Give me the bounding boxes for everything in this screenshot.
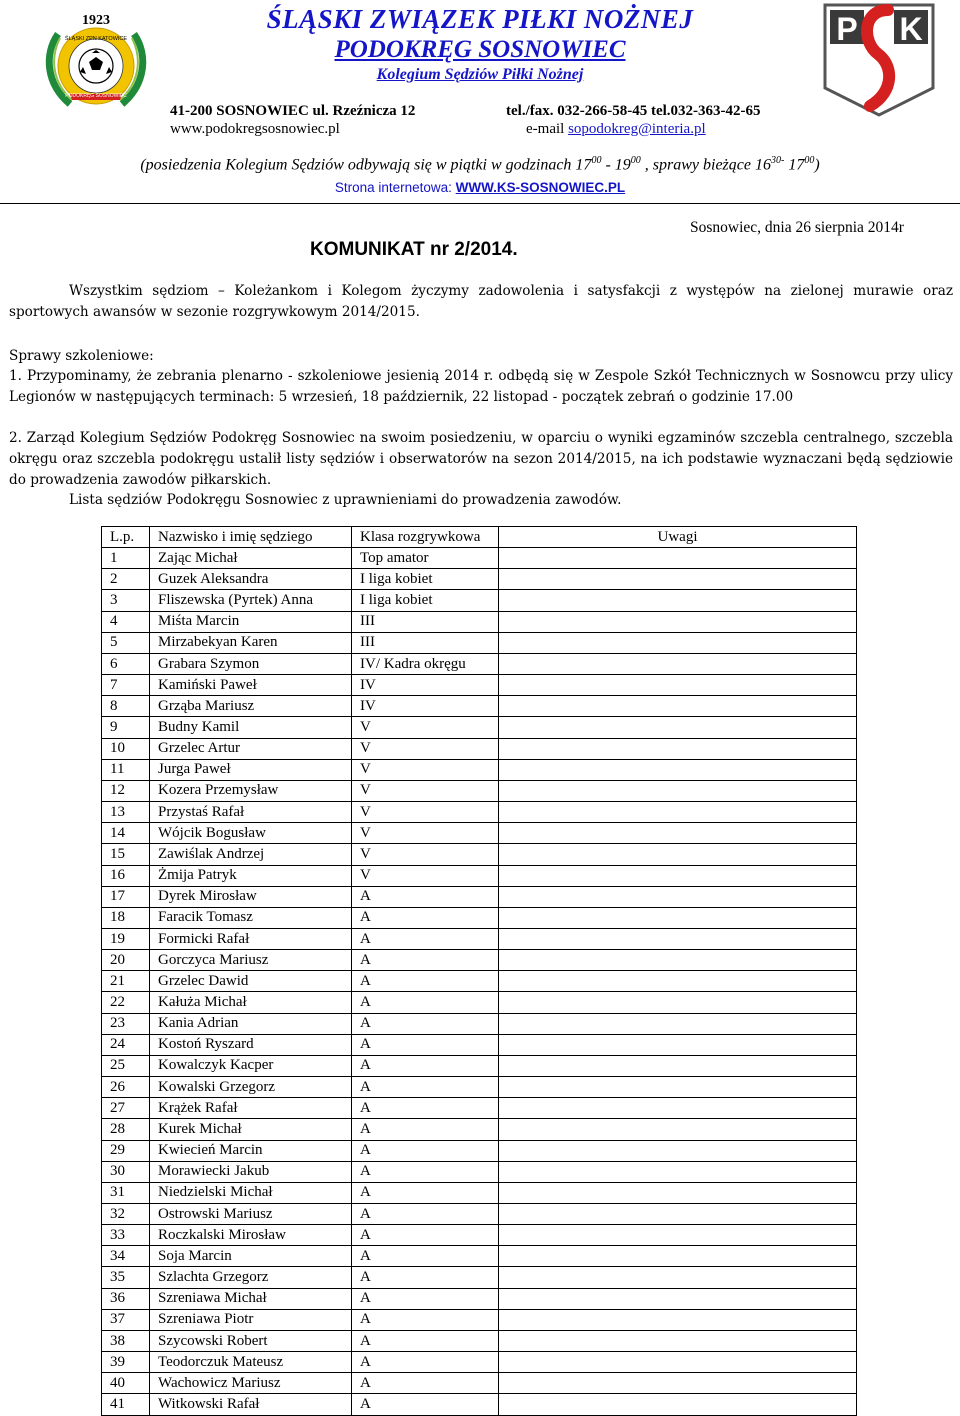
cell-name: Kozera Przemysław <box>150 780 352 801</box>
cell-lp: 1 <box>102 548 150 569</box>
cell-class: I liga kobiet <box>352 569 499 590</box>
logo-ring-top: ŚLĄSKI ZPN KATOWICE <box>64 36 128 42</box>
cell-name: Przystaś Rafał <box>150 802 352 823</box>
cell-lp: 8 <box>102 696 150 717</box>
cell-lp: 38 <box>102 1330 150 1351</box>
cell-lp: 35 <box>102 1267 150 1288</box>
table-row <box>102 780 857 801</box>
table-row <box>102 1140 857 1161</box>
table-header-row <box>102 527 857 548</box>
table-row <box>102 1055 857 1076</box>
cell-class: A <box>352 1373 499 1394</box>
cell-name: Miśta Marcin <box>150 611 352 632</box>
logo-letter-k: K <box>899 11 923 47</box>
cell-name: Budny Kamil <box>150 717 352 738</box>
table-row <box>102 738 857 759</box>
cell-notes <box>499 928 857 949</box>
cell-class: IV <box>352 696 499 717</box>
cell-class: IV <box>352 675 499 696</box>
cell-lp: 34 <box>102 1246 150 1267</box>
table-row <box>102 992 857 1013</box>
cell-name: Szycowski Robert <box>150 1330 352 1351</box>
cell-name: Zawiślak Andrzej <box>150 844 352 865</box>
cell-notes <box>499 802 857 823</box>
header-notes: Uwagi <box>499 527 857 548</box>
referee-table <box>101 526 857 1416</box>
football-icon <box>79 49 113 83</box>
cell-class: A <box>352 886 499 907</box>
cell-lp: 32 <box>102 1204 150 1225</box>
table-row <box>102 1119 857 1140</box>
cell-notes <box>499 1225 857 1246</box>
cell-class: I liga kobiet <box>352 590 499 611</box>
table-row <box>102 653 857 674</box>
table-row <box>102 1034 857 1055</box>
cell-name: Kowalski Grzegorz <box>150 1077 352 1098</box>
cell-notes <box>499 738 857 759</box>
cell-notes <box>499 1330 857 1351</box>
table-row <box>102 632 857 653</box>
phone-numbers: tel./fax. 032-266-58-45 tel.032-363-42-65 <box>506 103 761 119</box>
document-title: KOMUNIKAT nr 2/2014. <box>310 239 518 260</box>
cell-lp: 20 <box>102 950 150 971</box>
table-row <box>102 1373 857 1394</box>
cell-class: V <box>352 865 499 886</box>
point-2-paragraph: 2. Zarząd Kolegium Sędziów Podokręg Sosnowiec na swoim posiedzeniu, w oparciu o wyniki egzaminów szczebla centralnego, szczebla okręgu oraz szczebla podokręgu ustalił listy sędziów i obserwatorów na sezon 2014/2015, na ich podstawie wyznaczani będą sędziowie do prowadzenia zawodów piłkarskich. <box>9 430 953 488</box>
cell-lp: 2 <box>102 569 150 590</box>
cell-notes <box>499 844 857 865</box>
cell-notes <box>499 548 857 569</box>
cell-name: Roczkalski Mirosław <box>150 1225 352 1246</box>
cell-notes <box>499 1034 857 1055</box>
header-divider <box>0 203 960 204</box>
cell-name: Wachowicz Mariusz <box>150 1373 352 1394</box>
document-date: Sosnowiec, dnia 26 sierpnia 2014r <box>690 219 904 236</box>
cell-class: A <box>352 1140 499 1161</box>
cell-notes <box>499 590 857 611</box>
cell-notes <box>499 1352 857 1373</box>
cell-notes <box>499 1055 857 1076</box>
cell-name: Wójcik Bogusław <box>150 823 352 844</box>
cell-lp: 26 <box>102 1077 150 1098</box>
psk-logo <box>822 2 936 118</box>
table-row <box>102 886 857 907</box>
table-row <box>102 950 857 971</box>
cell-lp: 23 <box>102 1013 150 1034</box>
cell-name: Jurga Paweł <box>150 759 352 780</box>
cell-notes <box>499 717 857 738</box>
header-class: Klasa rozgrywkowa <box>352 527 499 548</box>
cell-name: Kowalczyk Kacper <box>150 1055 352 1076</box>
table-row <box>102 1161 857 1182</box>
cell-notes <box>499 1182 857 1203</box>
table-row <box>102 1267 857 1288</box>
cell-class: V <box>352 802 499 823</box>
cell-lp: 16 <box>102 865 150 886</box>
cell-lp: 31 <box>102 1182 150 1203</box>
cell-lp: 29 <box>102 1140 150 1161</box>
cell-name: Grząba Mariusz <box>150 696 352 717</box>
cell-class: A <box>352 1182 499 1203</box>
cell-class: A <box>352 971 499 992</box>
cell-notes <box>499 1267 857 1288</box>
organization-subdistrict: PODOKRĘG SOSNOWIEC <box>334 36 626 63</box>
organization-college: Kolegium Sędziów Piłki Nożnej <box>376 66 584 83</box>
table-row <box>102 1394 857 1415</box>
logo-ring-bottom: PODOKRĘG SOSNOWIEC <box>65 93 127 99</box>
cell-name: Gorczyca Mariusz <box>150 950 352 971</box>
cell-class: V <box>352 759 499 780</box>
cell-name: Grzelec Artur <box>150 738 352 759</box>
greeting-paragraph: Wszystkim sędziom – Koleżankom i Kolegom życzymy zadowolenia i satysfakcji z występów na zielonej murawie oraz sportowych awansów w sezonie rozgrywkowym 2014/2015. <box>9 283 953 320</box>
cell-name: Grzelec Dawid <box>150 971 352 992</box>
cell-class: V <box>352 738 499 759</box>
cell-name: Szlachta Grzegorz <box>150 1267 352 1288</box>
website-url-link[interactable]: WWW.KS-SOSNOWIEC.PL <box>455 180 626 195</box>
cell-name: Ostrowski Mariusz <box>150 1204 352 1225</box>
cell-lp: 9 <box>102 717 150 738</box>
cell-lp: 25 <box>102 1055 150 1076</box>
cell-class: A <box>352 1013 499 1034</box>
cell-class: A <box>352 1246 499 1267</box>
cell-lp: 36 <box>102 1288 150 1309</box>
cell-lp: 7 <box>102 675 150 696</box>
table-row <box>102 590 857 611</box>
cell-lp: 13 <box>102 802 150 823</box>
cell-class: A <box>352 1098 499 1119</box>
table-row <box>102 1330 857 1351</box>
cell-notes <box>499 992 857 1013</box>
table-row <box>102 1077 857 1098</box>
cell-class: A <box>352 928 499 949</box>
cell-class: A <box>352 1394 499 1415</box>
cell-class: A <box>352 907 499 928</box>
header-name: Nazwisko i imię sędziego <box>150 527 352 548</box>
email-line <box>526 121 706 138</box>
section-title: Sprawy szkoleniowe: <box>9 348 154 364</box>
cell-name: Kostoń Ryszard <box>150 1034 352 1055</box>
logo-letter-p: P <box>836 11 858 47</box>
cell-class: A <box>352 1267 499 1288</box>
cell-lp: 37 <box>102 1309 150 1330</box>
cell-lp: 27 <box>102 1098 150 1119</box>
cell-name: Morawiecki Jakub <box>150 1161 352 1182</box>
cell-lp: 12 <box>102 780 150 801</box>
cell-lp: 17 <box>102 886 150 907</box>
table-row <box>102 675 857 696</box>
cell-class: A <box>352 1330 499 1351</box>
cell-lp: 5 <box>102 632 150 653</box>
table-row <box>102 717 857 738</box>
cell-name: Witkowski Rafał <box>150 1394 352 1415</box>
table-row <box>102 1288 857 1309</box>
cell-class: A <box>352 950 499 971</box>
cell-notes <box>499 907 857 928</box>
table-row <box>102 569 857 590</box>
cell-class: A <box>352 1309 499 1330</box>
cell-name: Szreniawa Michał <box>150 1288 352 1309</box>
cell-name: Grabara Szymon <box>150 653 352 674</box>
cell-notes <box>499 632 857 653</box>
cell-name: Krążek Rafał <box>150 1098 352 1119</box>
table-row <box>102 1225 857 1246</box>
table-row <box>102 1013 857 1034</box>
cell-notes <box>499 1140 857 1161</box>
cell-class: A <box>352 992 499 1013</box>
table-row <box>102 907 857 928</box>
cell-lp: 18 <box>102 907 150 928</box>
cell-notes <box>499 759 857 780</box>
cell-name: Teodorczuk Mateusz <box>150 1352 352 1373</box>
cell-notes <box>499 823 857 844</box>
cell-lp: 10 <box>102 738 150 759</box>
address: 41-200 SOSNOWIEC ul. Rzeźnicza 12 <box>170 103 416 119</box>
cell-name: Kurek Michał <box>150 1119 352 1140</box>
cell-name: Faracik Tomasz <box>150 907 352 928</box>
cell-notes <box>499 950 857 971</box>
cell-notes <box>499 1309 857 1330</box>
table-row <box>102 844 857 865</box>
table-row <box>102 1246 857 1267</box>
email-link[interactable]: sopodokreg@interia.pl <box>568 121 706 137</box>
cell-notes <box>499 865 857 886</box>
cell-name: Guzek Aleksandra <box>150 569 352 590</box>
cell-notes <box>499 1013 857 1034</box>
table-row <box>102 928 857 949</box>
logo-year: 1923 <box>82 13 110 28</box>
cell-lp: 21 <box>102 971 150 992</box>
cell-notes <box>499 1394 857 1415</box>
point-1-paragraph: 1. Przypominamy, że zebrania plenarno - szkoleniowe jesienią 2014 r. odbędą się w Zespole Szkół Technicznych w Sosnowcu przy ulicy Legionów w następujących terminach: 5 wrzesień, 18 październik, 22 listopad - początek zebrań o godzinie 17.00 <box>9 368 953 405</box>
cell-class: V <box>352 717 499 738</box>
cell-lp: 28 <box>102 1119 150 1140</box>
cell-notes <box>499 611 857 632</box>
referee-list-title: Lista sędziów Podokręgu Sosnowiec z uprawnieniami do prowadzenia zawodów. <box>69 492 622 508</box>
cell-lp: 11 <box>102 759 150 780</box>
cell-class: Top amator <box>352 548 499 569</box>
email-label: e-mail <box>526 121 569 137</box>
table-row <box>102 865 857 886</box>
table-row <box>102 1182 857 1203</box>
cell-name: Szreniawa Piotr <box>150 1309 352 1330</box>
cell-name: Kamiński Paweł <box>150 675 352 696</box>
cell-class: A <box>352 1204 499 1225</box>
cell-class: III <box>352 632 499 653</box>
cell-notes <box>499 675 857 696</box>
cell-lp: 24 <box>102 1034 150 1055</box>
cell-lp: 33 <box>102 1225 150 1246</box>
cell-notes <box>499 569 857 590</box>
table-row <box>102 802 857 823</box>
cell-notes <box>499 780 857 801</box>
table-row <box>102 611 857 632</box>
cell-notes <box>499 1204 857 1225</box>
cell-lp: 3 <box>102 590 150 611</box>
table-row <box>102 971 857 992</box>
table-row <box>102 1098 857 1119</box>
cell-lp: 19 <box>102 928 150 949</box>
cell-name: Fliszewska (Pyrtek) Anna <box>150 590 352 611</box>
cell-name: Niedzielski Michał <box>150 1182 352 1203</box>
cell-name: Soja Marcin <box>150 1246 352 1267</box>
cell-class: A <box>352 1225 499 1246</box>
cell-class: III <box>352 611 499 632</box>
office-hours: (posiedzenia Kolegium Sędziów odbywają się w piątki w godzinach $17^{00} - 19^{00}$ , sprawy bieżące $16^{30-}$ $17^{00}$) <box>140 155 820 174</box>
cell-class: V <box>352 844 499 865</box>
cell-class: V <box>352 780 499 801</box>
cell-class: IV/ Kadra okręgu <box>352 653 499 674</box>
cell-notes <box>499 971 857 992</box>
cell-lp: 22 <box>102 992 150 1013</box>
website-link[interactable]: www.podokregsosnowiec.pl <box>170 121 340 137</box>
cell-lp: 4 <box>102 611 150 632</box>
organization-name: ŚLĄSKI ZWIĄZEK PIŁKI NOŻNEJ <box>266 4 694 34</box>
header-lp: L.p. <box>102 527 150 548</box>
cell-notes <box>499 653 857 674</box>
cell-notes <box>499 1373 857 1394</box>
table-row <box>102 1309 857 1330</box>
cell-notes <box>499 1161 857 1182</box>
cell-lp: 40 <box>102 1373 150 1394</box>
cell-lp: 30 <box>102 1161 150 1182</box>
cell-name: Mirzabekyan Karen <box>150 632 352 653</box>
cell-lp: 41 <box>102 1394 150 1415</box>
cell-name: Kałuża Michał <box>150 992 352 1013</box>
cell-notes <box>499 1246 857 1267</box>
cell-class: A <box>352 1352 499 1373</box>
table-row <box>102 1352 857 1373</box>
cell-class: A <box>352 1077 499 1098</box>
cell-class: A <box>352 1034 499 1055</box>
cell-class: A <box>352 1161 499 1182</box>
cell-notes <box>499 1077 857 1098</box>
table-row <box>102 823 857 844</box>
website-line: Strona internetowa: WWW.KS-SOSNOWIEC.PL <box>334 180 626 195</box>
cell-notes <box>499 1098 857 1119</box>
cell-class: A <box>352 1119 499 1140</box>
cell-notes <box>499 886 857 907</box>
cell-class: A <box>352 1288 499 1309</box>
cell-name: Kwiecień Marcin <box>150 1140 352 1161</box>
table-row <box>102 1204 857 1225</box>
cell-name: Dyrek Mirosław <box>150 886 352 907</box>
table-row <box>102 548 857 569</box>
table-row <box>102 759 857 780</box>
cell-class: V <box>352 823 499 844</box>
cell-lp: 39 <box>102 1352 150 1373</box>
cell-class: A <box>352 1055 499 1076</box>
cell-notes <box>499 696 857 717</box>
cell-name: Kania Adrian <box>150 1013 352 1034</box>
table-row <box>102 696 857 717</box>
cell-notes <box>499 1288 857 1309</box>
cell-name: Formicki Rafał <box>150 928 352 949</box>
szpn-sosnowiec-logo <box>40 4 152 116</box>
cell-lp: 14 <box>102 823 150 844</box>
cell-notes <box>499 1119 857 1140</box>
cell-lp: 6 <box>102 653 150 674</box>
cell-name: Żmija Patryk <box>150 865 352 886</box>
cell-lp: 15 <box>102 844 150 865</box>
cell-name: Zając Michał <box>150 548 352 569</box>
